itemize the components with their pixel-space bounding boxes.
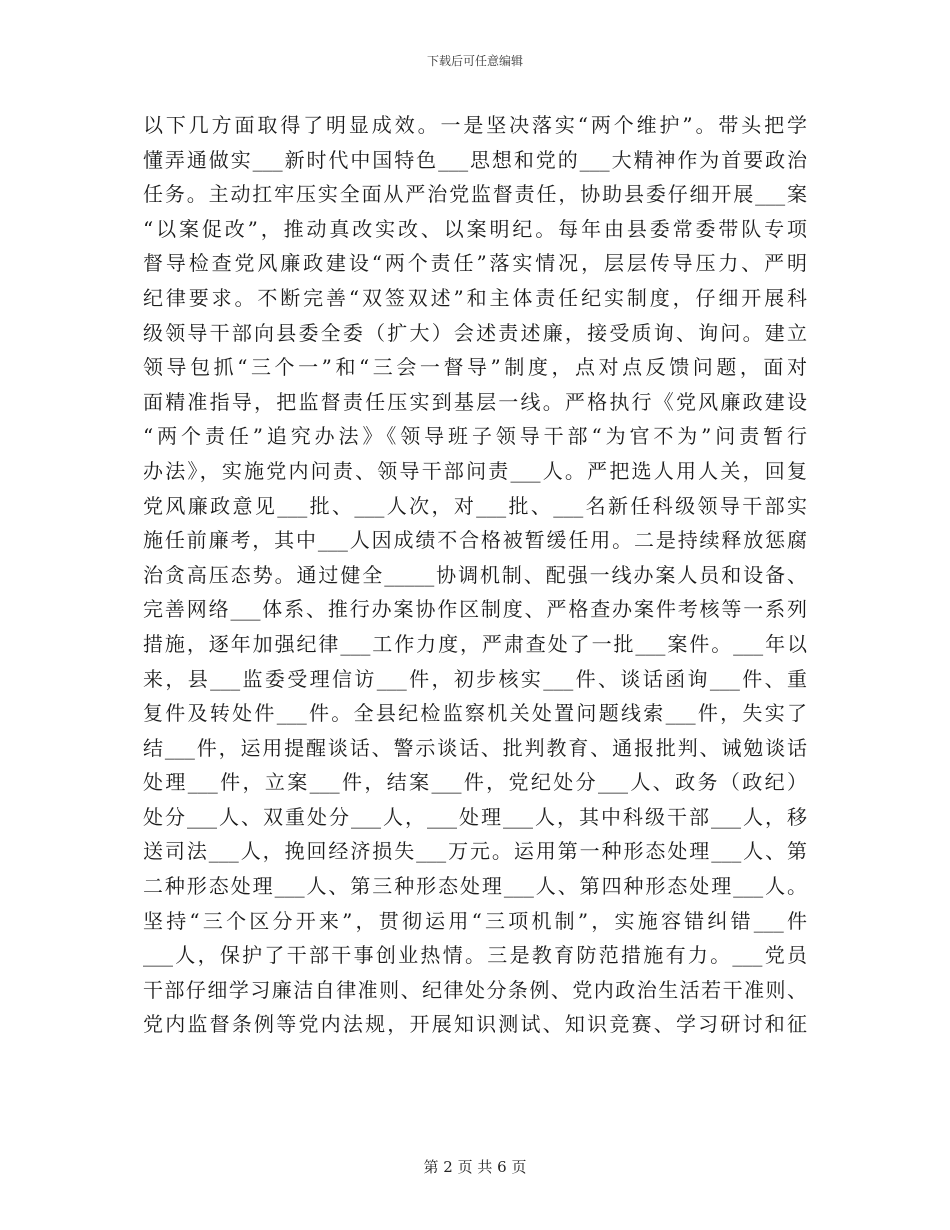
body-line: 以下几方面取得了明显成效。一是坚决落实“两个维护”。带头把学	[143, 113, 807, 137]
document-body	[143, 108, 807, 1042]
body-line: 二种形态处理___人、第三种形态处理___人、第四种形态处理___人。	[143, 874, 807, 899]
body-line: 领导包抓“三个一”和“三会一督导”制度，点对点反馈问题，面对	[143, 355, 807, 380]
body-line: 结___件，运用提醒谈话、警示谈话、批判教育、通报批判、诫勉谈话	[143, 735, 807, 760]
body-line: 治贪高压态势。通过健全_____协调机制、配强一线办案人员和设备、	[143, 562, 807, 587]
body-line: 复件及转处件___件。全县纪检监察机关处置问题线索___件，失实了	[143, 701, 807, 726]
page-number-footer: 第 2 页 共 6 页	[423, 1158, 527, 1176]
body-line: 懂弄通做实___新时代中国特色___思想和党的___大精神作为首要政治	[143, 147, 807, 172]
body-line: 处分___人、双重处分___人，___处理___人，其中科级干部___人，移	[143, 804, 807, 829]
body-line: 党风廉政意见___批、___人次，对___批、___名新任科级领导干部实	[143, 493, 807, 518]
body-line: 来，县___监委受理信访___件，初步核实___件、谈话函询___件、重	[143, 666, 807, 691]
body-line: 干部仔细学习廉洁自律准则、纪律处分条例、党内政治生活若干准则、	[143, 977, 807, 1002]
body-line: 完善网络___体系、推行办案协作区制度、严格查办案件考核等一系列	[143, 597, 807, 622]
body-line: 施任前廉考，其中___人因成绩不合格被暂缓任用。二是持续释放惩腐	[143, 528, 807, 553]
body-line: “两个责任”追究办法》《领导班子领导干部“为官不为”问责暂行	[143, 424, 807, 449]
body-line: 面精准指导，把监督责任压实到基层一线。严格执行《党风廉政建设	[143, 389, 807, 414]
body-line: 纪律要求。不断完善“双签双述”和主体责任纪实制度，仔细开展科	[143, 285, 807, 310]
body-line: ___人，保护了干部干事创业热情。三是教育防范措施有力。___党员	[143, 943, 807, 968]
body-line: 送司法___人，挽回经济损失___万元。运用第一种形态处理___人、第	[143, 839, 807, 864]
body-line: 党内监督条例等党内法规，开展知识测试、知识竞赛、学习研讨和征	[143, 1012, 807, 1037]
body-line: 处理___件，立案___件，结案___件，党纪处分___人、政务（政纪）	[143, 770, 807, 795]
body-line: 措施，逐年加强纪律___工作力度，严肃查处了一批___案件。___年以	[143, 631, 807, 656]
body-line: 坚持“三个区分开来”，贯彻运用“三项机制”，实施容错纠错___件	[143, 908, 807, 933]
body-line: 督导检查党风廉政建设“两个责任”落实情况，层层传导压力、严明	[143, 251, 807, 276]
body-line: 任务。主动扛牢压实全面从严治党监督责任，协助县委仔细开展___案	[143, 182, 807, 207]
body-line: 级领导干部向县委全委（扩大）会述责述廉，接受质询、询问。建立	[143, 320, 807, 345]
body-line: 办法》，实施党内问责、领导干部问责___人。严把选人用人关，回复	[143, 458, 807, 483]
body-line: “以案促改”，推动真改实改、以案明纪。每年由县委常委带队专项	[143, 216, 807, 241]
page-header: 下载后可任意编辑	[426, 54, 523, 68]
